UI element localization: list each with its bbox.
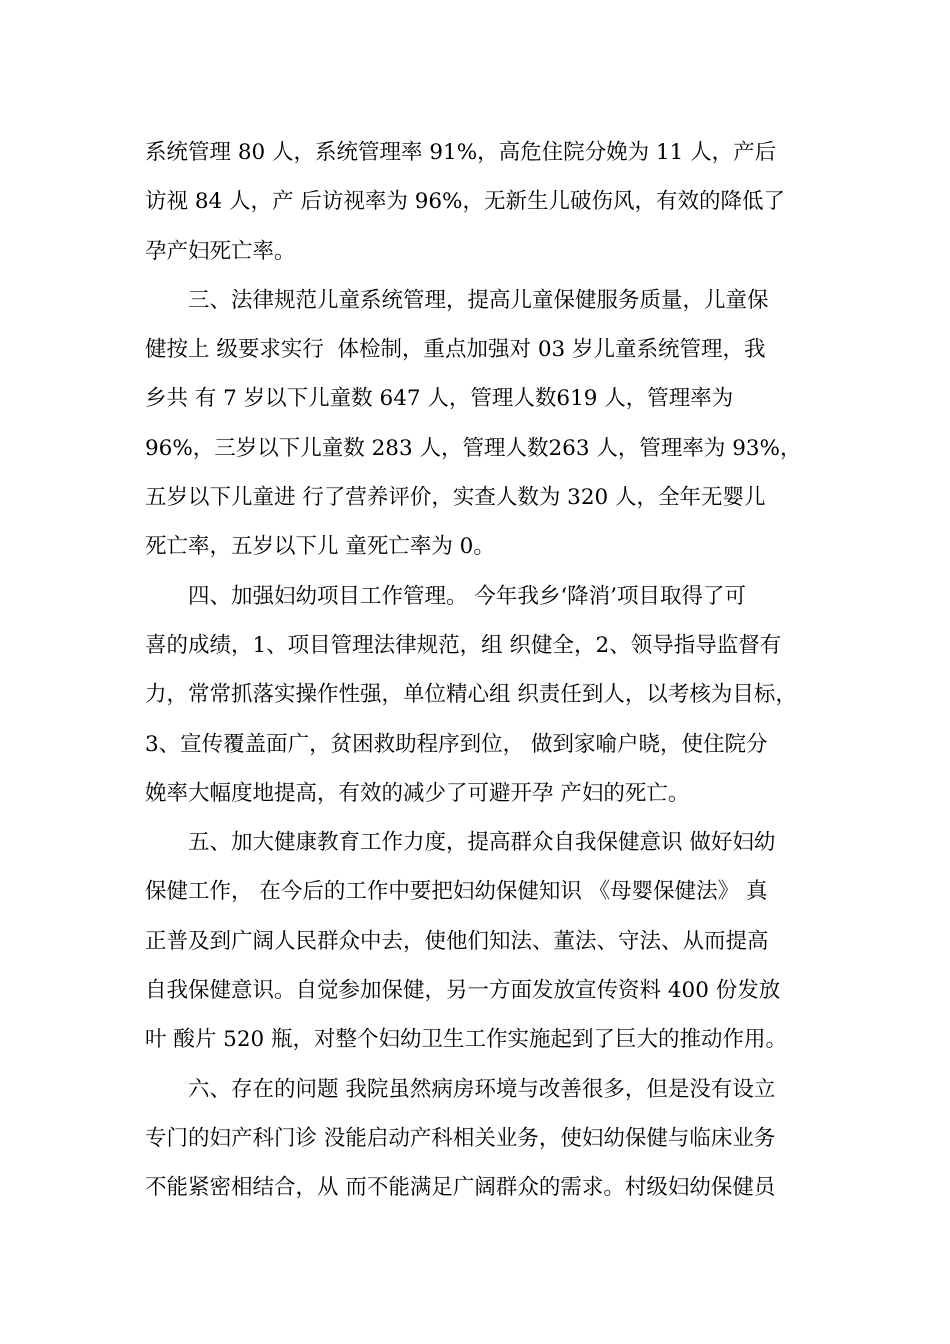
section-five-heading-line: 五、加大健康教育工作力度，提高群众自我保健意识 做好妇幼 (188, 830, 776, 856)
text-line: 正普及到广阔人民群众中去，使他们知法、董法、守法、从而提高 (145, 928, 769, 954)
document-body (145, 128, 825, 1213)
text-line: 孕产妇死亡率。 (145, 238, 296, 264)
text-line: 健按上 级要求实行 体检制，重点加强对 03 岁儿童系统管理，我 (145, 337, 766, 363)
text-line: 叶 酸片 520 瓶，对整个妇幼卫生工作实施起到了巨大的推动作用。 (145, 1027, 788, 1053)
text-line: 力，常常抓落实操作性强，单位精心组 织责任到人，以考核为目标， (145, 682, 797, 708)
text-line: 自我保健意识。自觉参加保健，另一方面发放宣传资料 400 份发放 (145, 978, 781, 1004)
text-line: 不能紧密相结合，从 而不能满足广阔群众的需求。村级妇幼保健员 (145, 1175, 776, 1201)
section-three-heading-line: 三、法律规范儿童系统管理，提高儿童保健服务质量，儿童保 (188, 287, 769, 313)
text-line: 五岁以下儿童进 行了营养评价，实查人数为 320 人，全年无婴儿 (145, 485, 766, 511)
text-line: 乡共 有 7 岁以下儿童数 647 人，管理人数619 人，管理率为 (145, 386, 734, 412)
text-line: 喜的成绩，1、项目管理法律规范，组 织健全，2、领导指导监督有 (145, 632, 782, 658)
text-line: 3、宣传覆盖面广，贫困救助程序到位， 做到家喻户晓，使住院分 (145, 731, 768, 757)
text-line: 96%，三岁以下儿童数 283 人，管理人数263 人，管理率为 93%， (145, 435, 802, 461)
text-line: 娩率大幅度地提高，有效的减少了可避开孕 产妇的死亡。 (145, 780, 690, 806)
text-line: 系统管理 80 人，系统管理率 91%，高危住院分娩为 11 人，产后 (145, 140, 777, 165)
text-line: 访视 84 人，产 后访视率为 96%，无新生儿破伤风，有效的降低了 (145, 189, 785, 215)
text-line: 保健工作， 在今后的工作中要把妇幼保健知识 《母婴保健法》 真 (145, 879, 768, 905)
section-four-heading-line: 四、加强妇幼项目工作管理。 今年我乡‘降消’项目取得了可 (188, 583, 747, 609)
text-line: 死亡率，五岁以下儿 童死亡率为 0。 (145, 534, 495, 560)
section-six-heading-line: 六、存在的问题 我院虽然病房环境与改善很多，但是没有设立 (188, 1076, 776, 1102)
text-line: 专门的妇产科门诊 没能启动产科相关业务，使妇幼保健与临床业务 (145, 1125, 776, 1151)
